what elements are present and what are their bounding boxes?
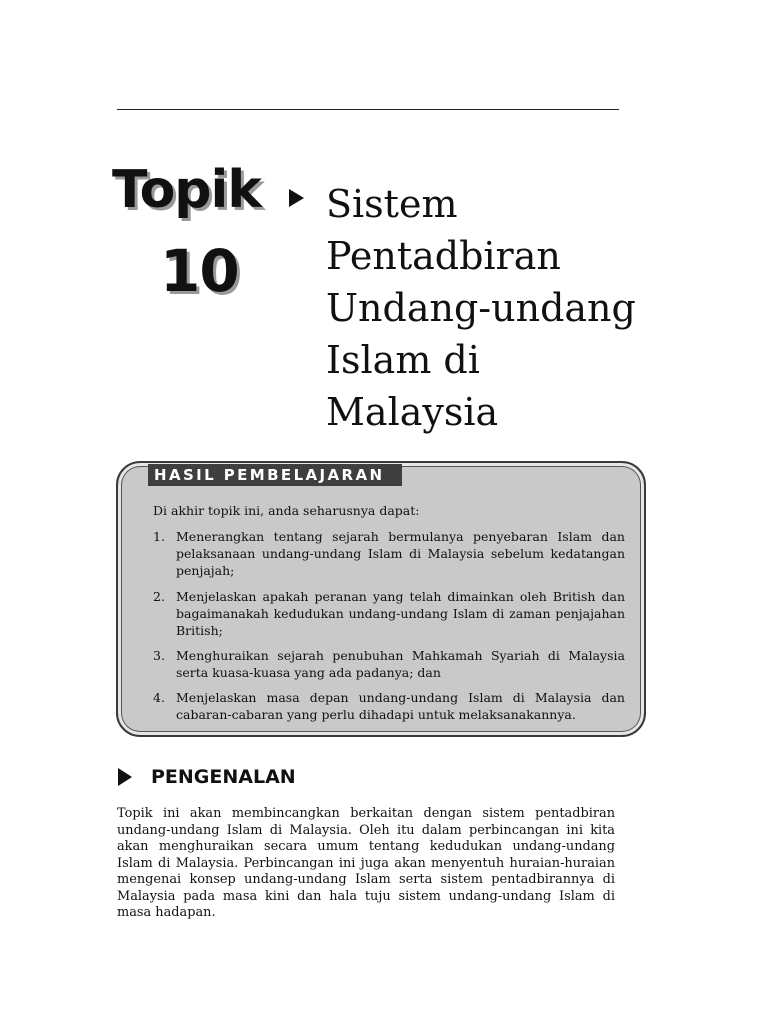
learning-outcome-item [153,588,625,639]
item-text: Menjelaskan apakah peranan yang telah dimainkan oleh British dan bagaimanakah kedudukan undang-undang Islam di zaman penjajahan British; [176,589,625,638]
play-arrow-icon [289,189,304,207]
section-heading: PENGENALAN [151,766,296,788]
item-number: 4. [153,690,165,705]
topic-label: Topik [112,160,261,220]
title-line: Undang-undang [326,286,636,330]
title-line: Sistem [326,182,458,226]
introduction-paragraph: Topik ini akan membincangkan berkaitan dengan sistem pentadbiran undang-undang Islam di Malaysia. Oleh itu dalam perbincangan ini kita akan menghuraikan secara umum tentang kedudukan undang-undang Islam di Malaysia. Perbincangan ini juga akan menyentuh huraian-huraian mengenai konsep undang-undang Islam serta sistem pentadbirannya di Malaysia pada masa kini dan hala tuju sistem undang-undang Islam di masa hadapan. [117,806,615,920]
header-rule [117,109,619,110]
section-arrow-icon [118,768,132,786]
item-text: Menghuraikan sejarah penubuhan Mahkamah Syariah di Malaysia serta kuasa-kuasa yang ada padanya; dan [176,648,625,680]
learning-outcome-item [153,689,625,723]
title-line: Pentadbiran [326,234,561,278]
learning-outcomes-heading: HASIL PEMBELAJARAN [148,464,402,486]
item-number: 2. [153,589,165,604]
learning-outcomes-intro: Di akhir topik ini, anda seharusnya dapat: [153,503,420,518]
topic-number: 10 [160,237,239,305]
item-number: 3. [153,648,165,663]
page-title [326,178,656,438]
item-text: Menerangkan tentang sejarah bermulanya penyebaran Islam dan pelaksanaan undang-undang Islam di Malaysia sebelum kedatangan penjajah; [176,529,625,578]
title-line: Malaysia [326,390,499,434]
learning-outcome-item [153,528,625,579]
title-line: Islam di [326,338,480,382]
item-number: 1. [153,529,165,544]
item-text: Menjelaskan masa depan undang-undang Islam di Malaysia dan cabaran-cabaran yang perlu dihadapi untuk melaksanakannya. [176,690,625,722]
learning-outcome-item [153,647,625,681]
